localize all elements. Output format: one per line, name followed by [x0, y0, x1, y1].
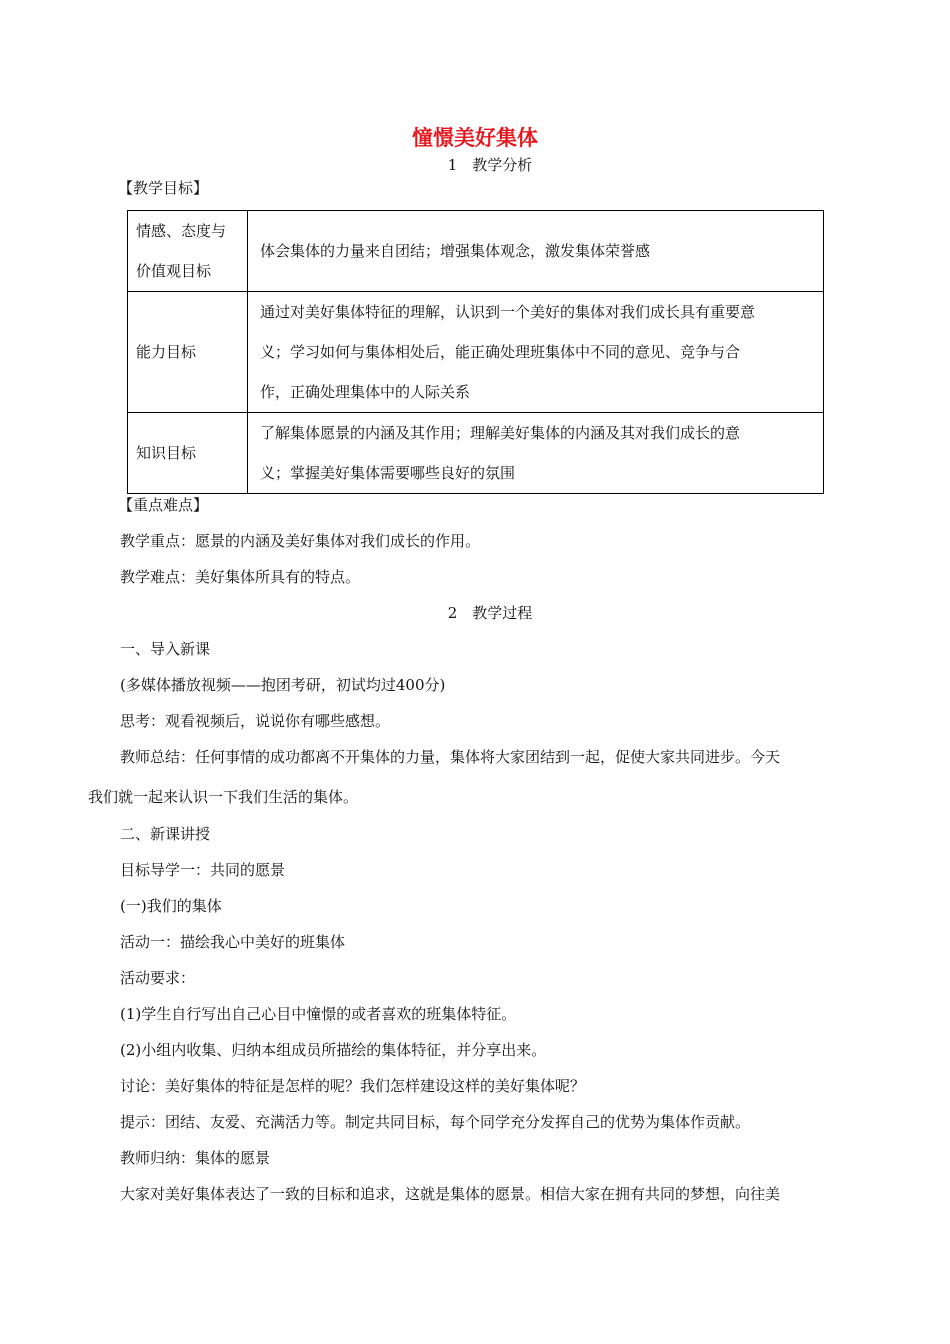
goals-table	[127, 210, 824, 494]
paragraph-difficult-point: 教学难点：美好集体所具有的特点。	[120, 568, 361, 586]
goal-text-line: 体会集体的力量来自团结；增强集体观念，激发集体荣誉感	[260, 242, 651, 260]
goal-row-emotion	[128, 211, 824, 292]
paragraph: (1)学生自行写出自己心目中憧憬的或者喜欢的班集体特征。	[120, 1005, 517, 1023]
goal-text-line: 通过对美好集体特征的理解，认识到一个美好的集体对我们成长具有重要意	[260, 303, 756, 321]
paragraph: 二、新课讲授	[120, 825, 211, 843]
goal-label-line: 价值观目标	[136, 262, 212, 280]
document-title: 憧憬美好集体	[412, 126, 538, 150]
goal-text	[248, 292, 824, 413]
paragraph-continuation: 我们就一起来认识一下我们生活的集体。	[88, 788, 359, 806]
goal-text-line: 义；掌握美好集体需要哪些良好的氛围	[260, 464, 516, 482]
paragraph: 教师归纳：集体的愿景	[120, 1149, 271, 1167]
goal-text	[248, 211, 824, 292]
goal-text-line: 了解集体愿景的内涵及其作用；理解美好集体的内涵及其对我们成长的意	[260, 424, 741, 442]
paragraph: (多媒体播放视频——抱团考研，初试均过400分)	[120, 676, 446, 694]
goal-row-ability	[128, 292, 824, 413]
goal-label: 知识目标	[128, 413, 248, 494]
paragraph: 目标导学一：共同的愿景	[120, 861, 286, 879]
paragraph: 活动一：描绘我心中美好的班集体	[120, 933, 346, 951]
goal-text	[248, 413, 824, 494]
goal-text-line: 作，正确处理集体中的人际关系	[260, 383, 471, 401]
paragraph: 活动要求：	[120, 969, 196, 987]
goal-label	[128, 211, 248, 292]
paragraph-key-point: 教学重点：愿景的内涵及美好集体对我们成长的作用。	[120, 532, 481, 550]
paragraph: (2)小组内收集、归纳本组成员所描绘的集体特征，并分享出来。	[120, 1041, 547, 1059]
section-heading-analysis: 1 教学分析	[447, 156, 533, 174]
paragraph: 思考：观看视频后，说说你有哪些感想。	[120, 712, 391, 730]
paragraph: 提示：团结、友爱、充满活力等。制定共同目标，每个同学充分发挥自己的优势为集体作贡献。	[120, 1113, 751, 1131]
paragraph: 大家对美好集体表达了一致的目标和追求，这就是集体的愿景。相信大家在拥有共同的梦想，向往美	[120, 1185, 781, 1203]
goal-text-line: 义；学习如何与集体相处后，能正确处理班集体中不同的意见、竞争与合	[260, 343, 741, 361]
goal-label: 能力目标	[128, 292, 248, 413]
goal-row-knowledge	[128, 413, 824, 494]
section-heading-process: 2 教学过程	[447, 604, 533, 622]
goal-label-line: 情感、态度与	[136, 222, 227, 240]
paragraph: 讨论：美好集体的特征是怎样的呢？我们怎样建设这样的美好集体呢？	[120, 1077, 586, 1095]
heading-teaching-goals: 【教学目标】	[118, 179, 209, 197]
paragraph: (一)我们的集体	[120, 897, 222, 915]
heading-key-points: 【重点难点】	[118, 496, 209, 514]
paragraph: 一、导入新课	[120, 640, 211, 658]
paragraph: 教师总结：任何事情的成功都离不开集体的力量，集体将大家团结到一起，促使大家共同进步。今天	[120, 748, 781, 766]
